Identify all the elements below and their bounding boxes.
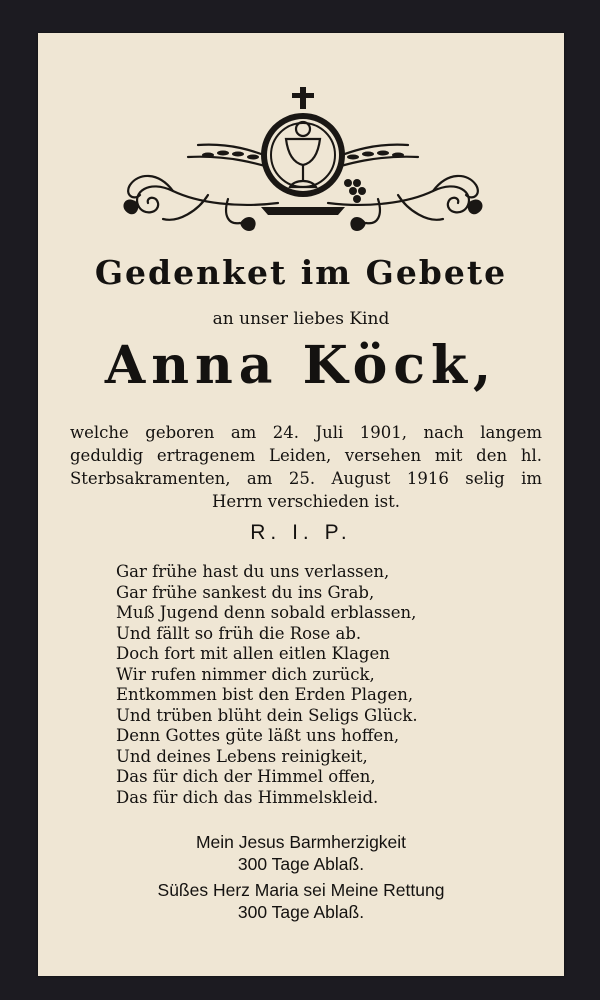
deceased-name: Anna Köck, <box>104 335 498 396</box>
bio-line: Herrn verschieden ist. <box>212 492 400 511</box>
prayers <box>38 831 564 923</box>
prayer-1: Mein Jesus Barmherzigkeit <box>195 832 407 852</box>
chalice-ornament-icon <box>78 83 528 233</box>
bio-line: welche geboren am 24. Juli 1901, nach langem <box>70 423 542 442</box>
poem-line: Das für dich das Himmelskleid. <box>116 787 379 807</box>
poem-line: Das für dich der Himmel offen, <box>116 767 376 786</box>
poem-line: Entkommen bist den Erden Plagen, <box>116 685 414 704</box>
prayer-1-indulgence: 300 Tage Ablaß. <box>237 854 365 874</box>
prayer-2: Süßes Herz Maria sei Meine Rettung <box>157 880 445 900</box>
poem-line: Denn Gottes güte läßt uns hoffen, <box>116 726 400 745</box>
bio-line: geduldig ertragenem Leiden, versehen mit den hl. <box>70 446 542 465</box>
rip-text: R. I. P. <box>250 521 352 544</box>
poem <box>116 562 536 808</box>
intro-line: an unser liebes Kind <box>212 309 390 329</box>
poem-line: Muß Jugend denn sobald erblassen, <box>116 603 417 622</box>
bio-line: Sterbsakramenten, am 25. August 1916 selig im <box>70 469 542 488</box>
memorial-card <box>38 33 564 976</box>
poem-line: Gar frühe hast du uns verlassen, <box>116 562 390 581</box>
poem-line: Und fällt so früh die Rose ab. <box>116 623 362 643</box>
biography <box>70 421 542 513</box>
poem-line: Wir rufen nimmer dich zurück, <box>116 664 375 684</box>
prayer-2-indulgence: 300 Tage Ablaß. <box>237 902 365 922</box>
poem-line: Und trüben blüht dein Seligs Glück. <box>116 705 418 725</box>
poem-line: Doch fort mit allen eitlen Klagen <box>116 644 390 663</box>
heading: Gedenket im Gebete <box>94 253 508 292</box>
poem-line: Gar frühe sankest du ins Grab, <box>116 582 375 602</box>
poem-line: Und deines Lebens reinigkeit, <box>116 746 368 766</box>
